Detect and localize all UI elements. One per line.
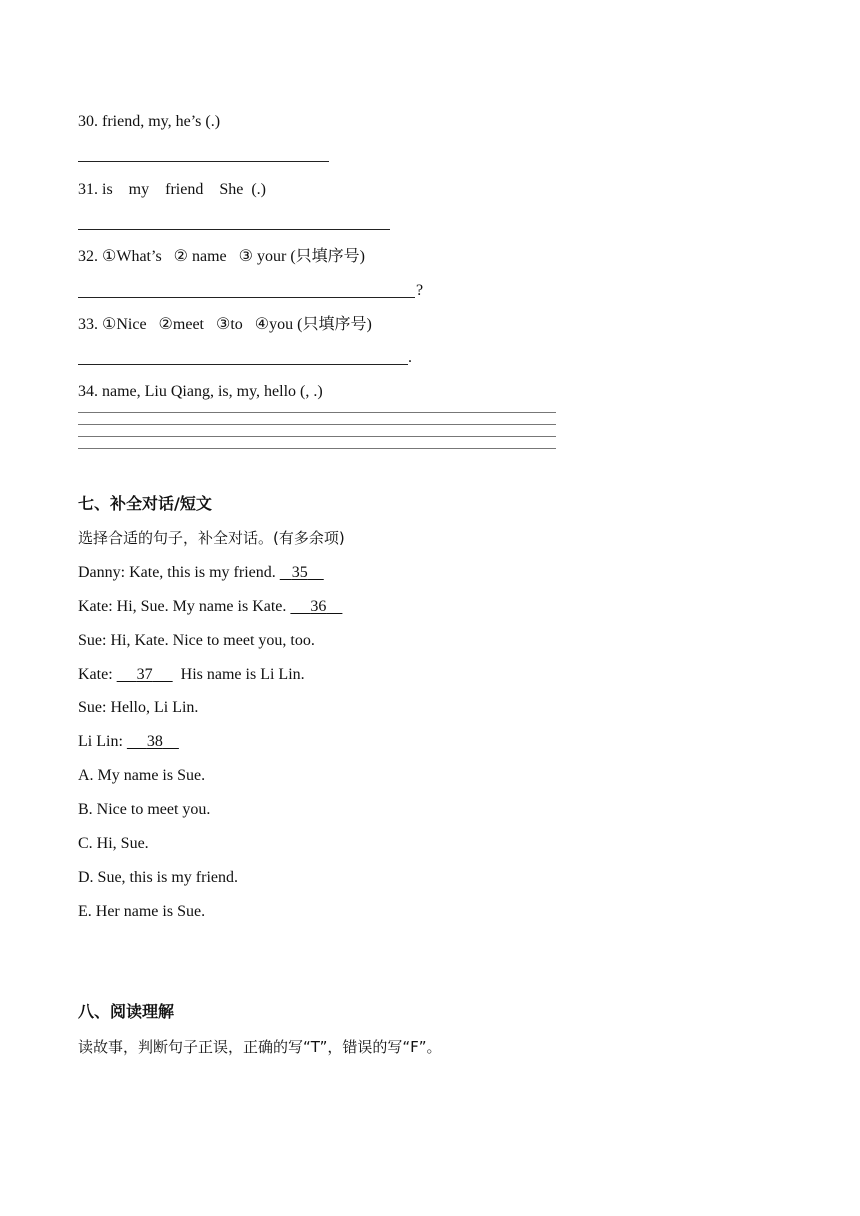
dialogue-line-1: Danny: Kate, this is my friend. 35 (78, 563, 324, 583)
question-33-end-mark: . (408, 349, 412, 366)
question-33: 33. ①Nice ②meet ③to ④you (只填序号) (78, 316, 372, 333)
answer-line-33[interactable] (78, 364, 408, 365)
question-32: 32. ①What’s ② name ③ your (只填序号) (78, 248, 365, 265)
blank-36[interactable]: 36 (310, 598, 327, 615)
dialogue-line-3: Sue: Hi, Kate. Nice to meet you, too. (78, 632, 315, 649)
question-30: 30. friend, my, he’s (.) (78, 113, 221, 130)
question-34: 34. name, Liu Qiang, is, my, hello (, .) (78, 383, 323, 400)
blank-35[interactable]: 35 (291, 564, 308, 581)
section-7-heading: 七、补全对话/短文 (78, 494, 212, 513)
section-8-instruction: 读故事，判断句子正误，正确的写“T”，错误的写“F”。 (78, 1038, 442, 1056)
writing-guide-line-4[interactable] (78, 448, 556, 449)
dialogue-line-6: Li Lin: 38 (78, 732, 179, 752)
dialogue-line-4: Kate: 37 His name is Li Lin. (78, 666, 305, 683)
section-7-instruction: 选择合适的句子，补全对话。(有多余项) (78, 529, 345, 547)
answer-line-31[interactable] (78, 229, 390, 230)
section-8-heading: 八、阅读理解 (78, 1002, 175, 1021)
option-d: D. Sue, this is my friend. (78, 869, 238, 886)
answer-line-30[interactable] (78, 161, 329, 162)
blank-37[interactable]: 37 (136, 666, 153, 683)
option-c: C. Hi, Sue. (78, 835, 149, 852)
writing-guide-line-3[interactable] (78, 436, 556, 437)
dialogue-line-5: Sue: Hello, Li Lin. (78, 699, 199, 716)
option-b: B. Nice to meet you. (78, 801, 211, 818)
question-31: 31. is my friend She (.) (78, 181, 266, 198)
option-a: A. My name is Sue. (78, 767, 206, 784)
question-32-end-mark: ? (416, 282, 424, 299)
writing-guide-line-2[interactable] (78, 424, 556, 425)
option-e: E. Her name is Sue. (78, 903, 206, 920)
writing-guide-line-1[interactable] (78, 412, 556, 413)
dialogue-line-2: Kate: Hi, Sue. My name is Kate. 36 (78, 597, 342, 617)
answer-line-32[interactable] (78, 297, 415, 298)
blank-38[interactable]: 38 (146, 733, 163, 750)
